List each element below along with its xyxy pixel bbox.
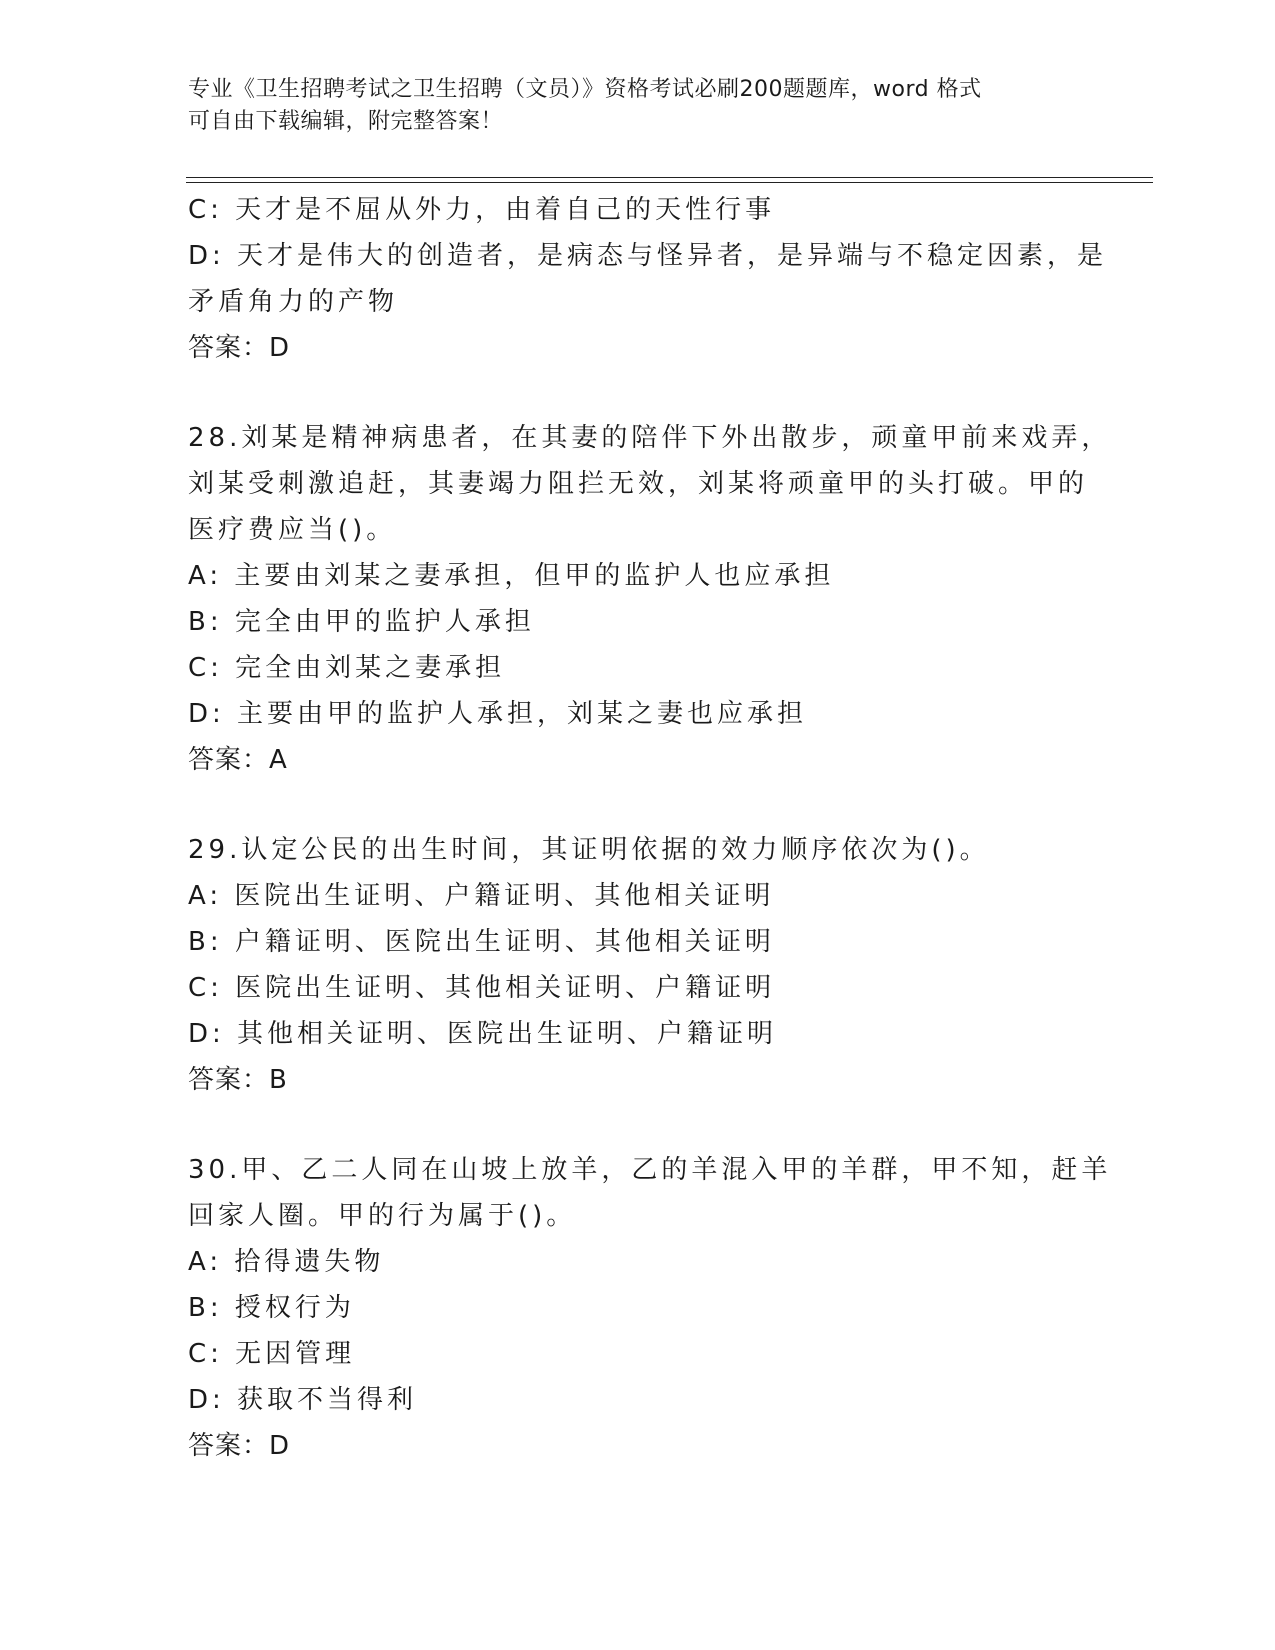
answer-line: 答案：D	[188, 1431, 291, 1461]
spacer	[188, 371, 1088, 415]
answer-line: 答案：D	[188, 333, 291, 363]
option-a: A: 拾得遗失物	[188, 1247, 385, 1277]
document-body	[188, 187, 1112, 1469]
option-a: A: 医院出生证明、户籍证明、其他相关证明	[188, 881, 775, 911]
option-d: D: 天才是伟大的创造者，是病态与怪异者，是异端与不稳定因素，是	[188, 241, 1108, 271]
option-b: B: 授权行为	[188, 1293, 355, 1323]
question-stem: 30.甲、乙二人同在山坡上放羊，乙的羊混入甲的羊群，甲不知，赶羊	[188, 1155, 1112, 1185]
option-c: C: 医院出生证明、其他相关证明、户籍证明	[188, 973, 776, 1003]
option-c: C: 天才是不屈从外力，由着自己的天性行事	[188, 195, 776, 225]
question-stem: 医疗费应当()。	[188, 515, 397, 545]
spacer	[188, 1103, 1088, 1147]
header-title-line-2: 可自由下载编辑，附完整答案！	[188, 109, 504, 134]
option-d: D: 获取不当得利	[188, 1385, 418, 1415]
option-a: A: 主要由刘某之妻承担，但甲的监护人也应承担	[188, 561, 835, 591]
answer-line: 答案：A	[188, 745, 288, 775]
answer-line: 答案：B	[188, 1065, 288, 1095]
option-c: C: 完全由刘某之妻承担	[188, 653, 506, 683]
document-header	[188, 74, 1068, 138]
option-b: B: 完全由甲的监护人承担	[188, 607, 535, 637]
header-divider-top	[186, 177, 1153, 178]
question-stem: 刘某受刺激追赶，其妻竭力阻拦无效，刘某将顽童甲的头打破。甲的	[188, 469, 1089, 499]
question-28	[188, 415, 1112, 783]
option-d: D: 主要由甲的监护人承担，刘某之妻也应承担	[188, 699, 808, 729]
header-divider-bottom	[186, 182, 1153, 183]
header-title-line-1: 专业《卫生招聘考试之卫生招聘（文员）》资格考试必刷200题题库，word 格式	[188, 77, 982, 102]
option-c: C: 无因管理	[188, 1339, 356, 1369]
question-stem: 28.刘某是精神病患者，在其妻的陪伴下外出散步，顽童甲前来戏弄，	[188, 423, 1112, 453]
question-stem: 回家人圈。甲的行为属于()。	[188, 1201, 577, 1231]
spacer	[188, 783, 1088, 827]
question-stem: 29.认定公民的出生时间，其证明依据的效力顺序依次为()。	[188, 835, 990, 865]
option-d: D: 其他相关证明、医院出生证明、户籍证明	[188, 1019, 778, 1049]
option-b: B: 户籍证明、医院出生证明、其他相关证明	[188, 927, 775, 957]
question-30	[188, 1147, 1112, 1469]
question-29	[188, 827, 1088, 1103]
option-d-continued: 矛盾角力的产物	[188, 287, 399, 317]
question-27-continuation	[188, 187, 1108, 371]
